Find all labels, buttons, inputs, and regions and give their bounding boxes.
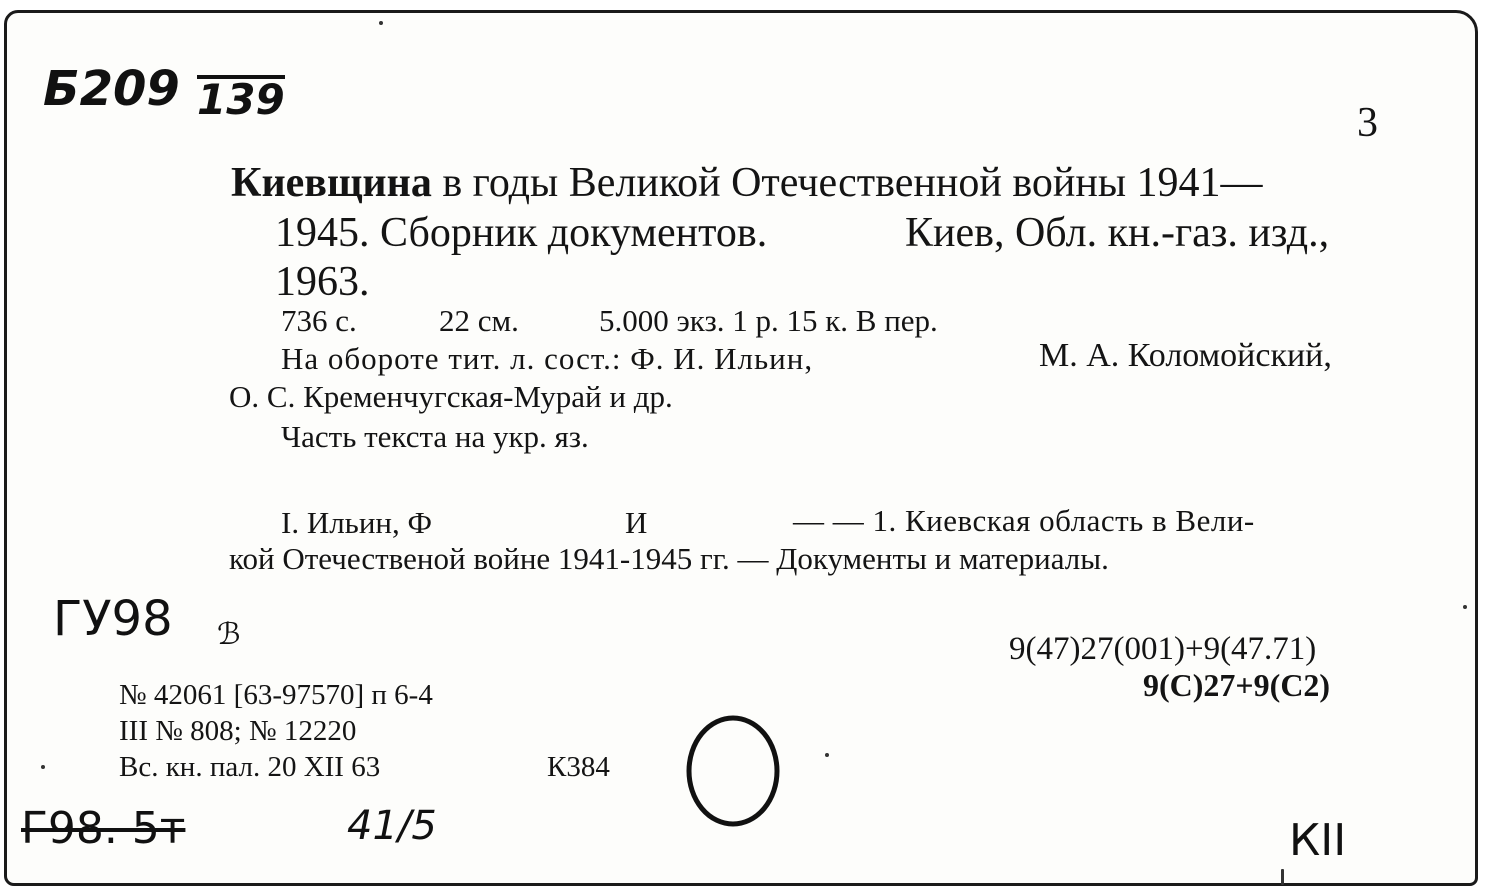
speck [825, 753, 829, 757]
struck-location-code: Г98. 5т [21, 803, 186, 854]
tracing-author: I. Ильин, Ф [281, 505, 432, 540]
speck [379, 21, 383, 25]
pages: 736 с. [281, 303, 357, 338]
size: 22 см. [439, 303, 519, 338]
call-number: Б209 [43, 61, 180, 117]
tracing-subject-2: кой Отечественой войне 1941-1945 гг. — Документы и материалы. [229, 541, 1109, 576]
classification-line-1: 9(47)27(001)+9(47.71) [1009, 631, 1317, 667]
handwritten-location-code: ГУ98 [53, 591, 173, 647]
print-run-price: 5.000 экз. 1 р. 15 к. В пер. [599, 303, 938, 338]
punch-hole-circle-icon [683, 713, 783, 829]
record-reference: III № 808; № 12220 [119, 715, 357, 747]
tracing-subject-1: — — 1. Киевская область в Вели- [793, 503, 1255, 538]
tracing-author-initial: И [625, 505, 648, 540]
note-compilers-1b: М. А. Коломойский, [1039, 337, 1332, 374]
speck [1281, 869, 1284, 885]
bottom-right-mark: КII [1289, 815, 1347, 866]
handwritten-mark-icon: ℬ [217, 617, 241, 652]
title-rest: в годы Великой Отечественной войны 1941— [442, 160, 1263, 206]
title-main-heading: Киевщина [231, 160, 432, 206]
call-number-over: 139 [197, 75, 285, 124]
imprint: Киев, Обл. кн.-газ. изд., [905, 210, 1330, 256]
card-number: 3 [1357, 100, 1378, 146]
book-chamber-date: Вс. кн. пал. 20 XII 63 [119, 751, 381, 783]
record-number: № 42061 [63-97570] п 6-4 [119, 679, 433, 711]
catalog-card [4, 10, 1478, 886]
note-compilers-2: О. С. Кременчугская-Мурай и др. [229, 379, 673, 414]
classification-line-2: 9(С)27+9(С2) [1143, 667, 1331, 703]
imprint-year: 1963. [275, 259, 370, 305]
title-line-2: 1945. Сборник документов. [275, 210, 768, 256]
title-line-1 [231, 159, 1263, 207]
book-chamber-code: К384 [547, 751, 610, 783]
speck [41, 765, 45, 769]
note-compilers-1: На обороте тит. л. сост.: Ф. И. Ильин, [281, 341, 814, 376]
speck [1463, 605, 1467, 609]
note-language: Часть текста на укр. яз. [281, 419, 589, 454]
handwritten-inventory-note: 41/5 [347, 803, 437, 849]
